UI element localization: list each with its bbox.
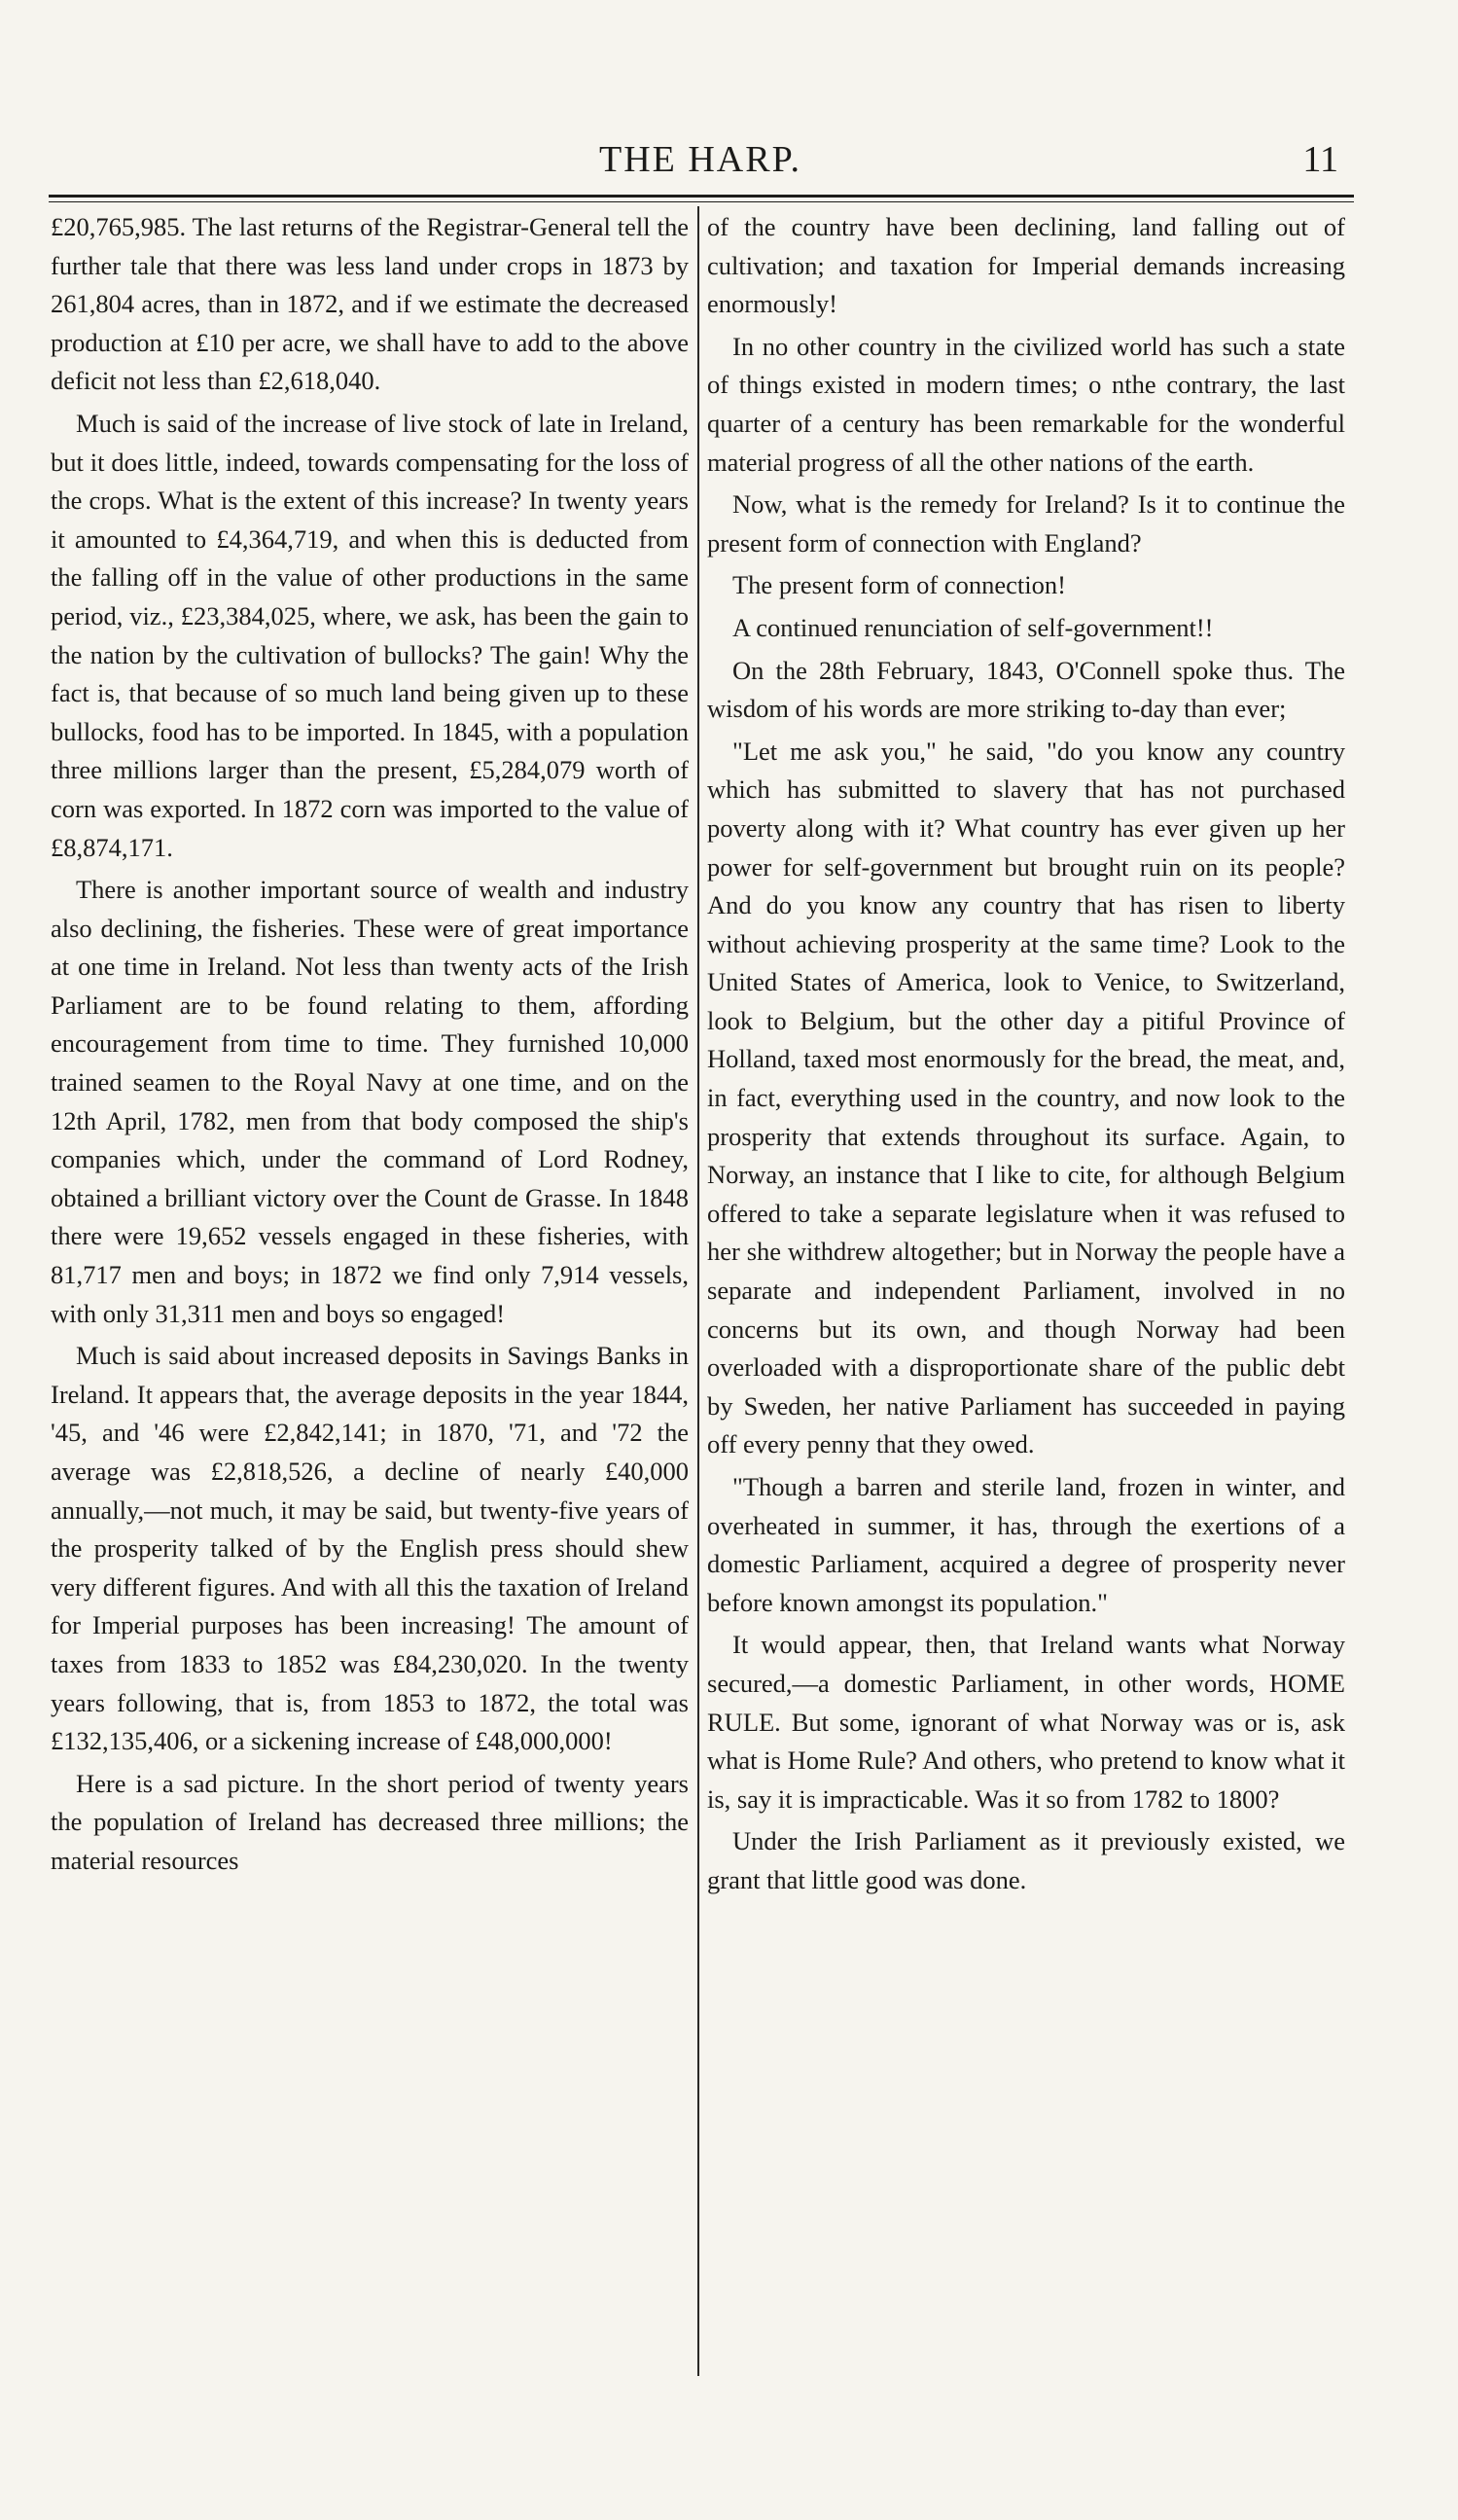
paragraph: There is another important source of wealth and industry also declining, the fisheries. These were of great importance at one time in Ireland. Not less than twenty acts of the Irish Parliament are to be found relating to them, affording encouragement from time to time. They furnished 10,000 trained seamen to the Royal Navy at one time, and on the 12th April, 1782, men from that body composed the ship's companies which, under the command of Lord Rodney, obtained a brilliant victory over the Count de Grasse. In 1848 there were 19,652 vessels engaged in these fisheries, with 81,717 men and boys; in 1872 we find only 7,914 vessels, with only 31,311 men and boys so engaged! [51,875,689,1328]
running-title: THE HARP. [598,139,802,180]
paragraph: Under the Irish Parliament as it previously existed, we grant that little good was done. [707,1826,1345,1894]
paragraph: In no other country in the civilized world has such a state of things existed in modern times; o nthe contrary, the last quarter of a century has been remarkable for the wonderful material progress of all the other nations of the earth. [707,331,1345,477]
paragraph: On the 28th February, 1843, O'Connell spoke thus. The wisdom of his words are more striking to-day than ever; [707,655,1345,724]
column-divider [697,206,699,2376]
right-column [707,208,1345,2378]
header-rule-thin [49,201,1354,202]
paragraph: Now, what is the remedy for Ireland? Is it to continue the present form of connection with England? [707,489,1345,558]
paragraph: Much is said of the increase of live stock of late in Ireland, but it does little, indeed, towards compensating for the loss of the crops. What is the extent of this increase? In twenty years it amounted to £4,364,719, and when this is deducted from the falling off in the value of other productions in the same period, viz., £23,384,025, where, we ask, has been the gain to the nation by the cultivation of bullocks? The gain! Why the fact is, that because of so much land being given up to these bullocks, food has to be imported. In 1845, with a population three millions larger than the present, £5,284,079 worth of corn was exported. In 1872 corn was imported to the value of £8,874,171. [51,408,689,862]
paragraph: The present form of connection! [732,570,1066,600]
paragraph: Here is a sad picture. In the short period of twenty years the population of Ireland has decreased three millions; the material resources [51,1768,689,1875]
paragraph: Much is said about increased deposits in Savings Banks in Ireland. It appears that, the average deposits in the year 1844, '45, and '46 were £2,842,141; in 1870, '71, and '72 the average was £2,818,526, a decline of nearly £40,000 annually,—not much, it may be said, but twenty-five years of the prosperity talked of by the English press should shew very different figures. And with all this the taxation of Ireland for Imperial purposes has been increasing! The amount of taxes from 1833 to 1852 was £84,230,020. In the twenty years following, that is, from 1853 to 1872, the total was £132,135,406, or a sickening increase of £48,000,000! [51,1341,689,1756]
paragraph: A continued renunciation of self-government!! [732,612,1214,642]
page-number: 11 [1302,139,1338,180]
paragraph: £20,765,985. The last returns of the Registrar-General tell the further tale that there was less land under crops in 1873 by 261,804 acres, than in 1872, and if we estimate the decreased production at £10 per acre, we shall have to add to the above deficit not less than £2,618,040. [51,212,689,396]
header-rule-thick [49,195,1354,198]
paragraph: It would appear, then, that Ireland wants what Norway secured,—a domestic Parliament, in other words, HOME RULE. But some, ignorant of what Norway was or is, ask what is Home Rule? And others, who pretend to know what it is, say it is impracticable. Was it so from 1782 to 1800? [707,1630,1345,1814]
paragraph: of the country have been declining, land falling out of cultivation; and taxation for Imperial demands increasing enormously! [707,212,1345,319]
left-column [51,208,689,2378]
page-header [49,134,1352,183]
quotation-paragraph: "Though a barren and sterile land, frozen in winter, and overheated in summer, it has, through the exertions of a domestic Parliament, acquired a degree of prosperity never before known amongst its population." [707,1472,1345,1617]
quotation-paragraph: "Let me ask you," he said, "do you know any country which has submitted to slavery that has not purchased poverty along with it? What country has ever given up her power for self-government but brought ruin on its people? And do you know any country that has risen to liberty without achieving prosperity at the same time? Look to the United States of America, look to Venice, to Switzerland, look to Belgium, but the other day a pitiful Province of Holland, taxed most enormously for the bread, the meat, and, in fact, everything used in the country, and now look to the prosperity that extends throughout its surface. Again, to Norway, an instance that I like to cite, for although Belgium offered to take a separate legislature when it was refused to her she withdrew altogether; but in Norway the people have a separate and independent Parliament, involved in no concerns but its own, and though Norway had been overloaded with a disproportionate share of the public debt by Sweden, her native Parliament has succeeded in paying off every penny that they owed. [707,736,1345,1459]
